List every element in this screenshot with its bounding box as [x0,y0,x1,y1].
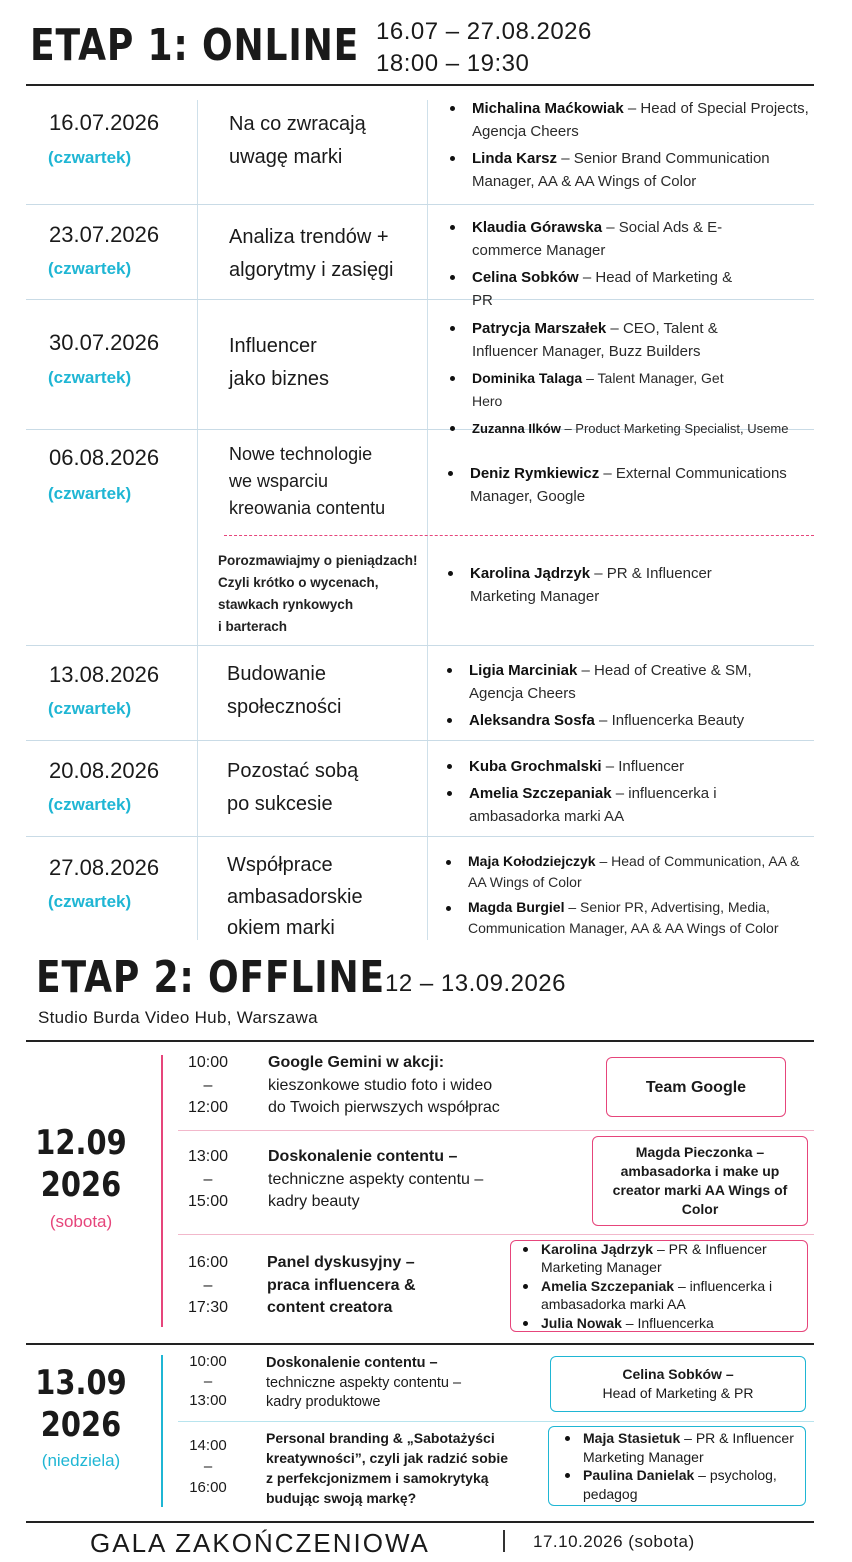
day2-date: 13.09 2026 [35,1363,127,1445]
stage2-venue: Studio Burda Video Hub, Warszawa [38,1008,318,1027]
speaker-item: Karolina Jądrzyk – PR & Influencer Marketing Manager [517,1240,801,1277]
speaker-item: Karolina Jądrzyk – PR & Influencer Marketing Manager [442,562,772,608]
row-divider [26,740,814,741]
slot-divider [178,1234,814,1235]
session-date: 13.08.2026 [49,662,160,687]
session-date: 20.08.2026 [49,758,160,783]
speaker-list [517,1240,801,1333]
speaker-list [444,97,814,197]
stage2-title: ETAP 2: OFFLINE [36,952,385,1003]
speaker-box [548,1426,806,1506]
session-day: (czwartek) [48,795,132,814]
slot-time: 10:00 – 12:00 [188,1054,229,1116]
speaker-box: Magda Pieczonka – ambasadorka i make up creator marki AA Wings of Color [592,1136,808,1226]
row-divider [26,836,814,837]
row-divider [26,645,814,646]
speaker-item: Michalina Maćkowiak – Head of Special Projects, Agencja Cheers [444,97,814,143]
stage1-dates: 16.07 – 27.08.2026 [376,18,592,45]
day1-weekday: (sobota) [49,1212,113,1231]
session-topic: Budowanie społeczności [227,663,342,718]
row-divider [26,204,814,205]
speaker-item: Kuba Grochmalski – Influencer [441,755,741,778]
session-topic: Na co zwracają uwagę marki [229,113,366,168]
session-date: 23.07.2026 [49,222,160,247]
section-rule [26,1343,814,1345]
speaker-box [510,1240,808,1332]
speaker-item: Celina Sobków – Head of Marketing & PR [444,266,754,312]
header-rule [26,84,814,86]
session-topic: Pozostać sobą po sukcesie [227,760,359,815]
slot-time: 14:00 – 16:00 [189,1437,227,1496]
session-topic: Influencer jako biznes [229,335,330,390]
session-day: (czwartek) [48,259,132,278]
speaker-item: Julia Nowak – Influencerka [517,1314,801,1333]
stage1-title: ETAP 1: ONLINE [30,20,360,71]
day2-accent-line [161,1355,163,1507]
day1-accent-line [161,1055,163,1327]
speaker-list [442,562,772,612]
speaker-item: Deniz Rymkiewicz – External Communications Manager, Google [442,462,802,508]
session-date: 06.08.2026 [49,445,160,470]
dashed-divider [224,535,814,536]
session-topic: Analiza trendów + algorytmy i zasięgi [229,226,394,281]
header-rule [26,1040,814,1042]
session-topic: Nowe technologie we wsparciu kreowania contentu [229,444,386,518]
speaker-item: Klaudia Górawska – Social Ads & E-commerce Manager [444,216,754,262]
speaker-item: Magda Burgiel – Senior PR, Advertising, Media, Communication Manager, AA & AA Wings of Color [440,897,800,939]
speaker-item: Ligia Marciniak – Head of Creative & SM, Agencja Cheers [441,659,801,705]
speaker-item: Dominika Talaga – Talent Manager, Get Hero [444,367,744,413]
speaker-item: Amelia Szczepaniak – influencerka i ambasadorka marki AA [441,782,741,828]
speaker-box: Team Google [606,1057,786,1117]
speaker-list [444,216,754,316]
speaker-item: Paulina Danielak – psycholog, pedagog [559,1466,795,1503]
gala-date: 17.10.2026 (sobota) [533,1532,695,1551]
session-date: 30.07.2026 [49,330,160,355]
speaker-item: Zuzanna Ilków – Product Marketing Specialist, Useme [444,417,744,440]
slot-time: 16:00 – 17:30 [188,1254,229,1316]
speaker-item: Amelia Szczepaniak – influencerka i ambasadorka marki AA [517,1277,801,1314]
slot-title: Doskonalenie contentu – techniczne aspekty contentu – kadry produktowe [266,1355,462,1410]
slot-title: Doskonalenie contentu – techniczne aspekty contentu – kadry beauty [268,1148,484,1210]
session-topic-secondary: Porozmawiajmy o pieniądzach! Czyli krótko o wycenach, stawkach rynkowych i barterach [218,553,418,634]
session-date: 27.08.2026 [49,855,160,880]
session-day: (czwartek) [48,148,132,167]
slot-title: Panel dyskusyjny – praca influencera & content creatora [267,1254,416,1316]
speaker-item: Maja Kołodziejczyk – Head of Communication, AA & AA Wings of Color [440,851,800,893]
stage1-hours: 18:00 – 19:30 [376,50,530,77]
slot-time: 13:00 – 15:00 [188,1148,229,1210]
session-day: (czwartek) [48,368,132,387]
speaker-item: Linda Karsz – Senior Brand Communication Manager, AA & AA Wings of Color [444,147,814,193]
speaker-list [559,1429,795,1503]
session-topic: Współprace ambasadorskie okiem marki [227,854,363,939]
speaker-box: Celina Sobków – Head of Marketing & PR [550,1356,806,1412]
speaker-list [440,851,800,943]
slot-divider [178,1421,814,1422]
gala-title: GALA ZAKOŃCZENIOWA [90,1528,430,1558]
slot-title: Google Gemini w akcji: kieszonkowe studio foto i wideo do Twoich pierwszych współprac [268,1054,500,1116]
section-rule [26,1521,814,1523]
stage2-dates: 12 – 13.09.2026 [385,970,566,997]
session-day: (czwartek) [48,484,132,503]
slot-title: Personal branding & „Sabotażyści kreatywności”, czyli jak radzić sobie z perfekcjonizmem i samokrytyką budując swoją markę? [266,1430,508,1506]
speaker-item: Maja Stasietuk – PR & Influencer Marketing Manager [559,1429,795,1466]
session-date: 16.07.2026 [49,110,160,135]
day1-date: 12.09 2026 [35,1123,127,1205]
speaker-list [441,659,801,736]
speaker-list [442,462,802,512]
gala-divider [503,1530,505,1552]
speaker-list [444,317,789,444]
slot-divider [178,1130,814,1131]
column-divider [427,100,428,940]
speaker-item: Patrycja Marszałek – CEO, Talent & Influencer Manager, Buzz Builders [444,317,744,363]
column-divider [197,100,198,940]
session-day: (czwartek) [48,892,132,911]
slot-time: 10:00 – 13:00 [189,1353,227,1409]
session-day: (czwartek) [48,699,132,718]
day2-weekday: (niedziela) [41,1451,121,1470]
speaker-item: Aleksandra Sosfa – Influencerka Beauty [441,709,801,732]
speaker-list [441,755,741,832]
